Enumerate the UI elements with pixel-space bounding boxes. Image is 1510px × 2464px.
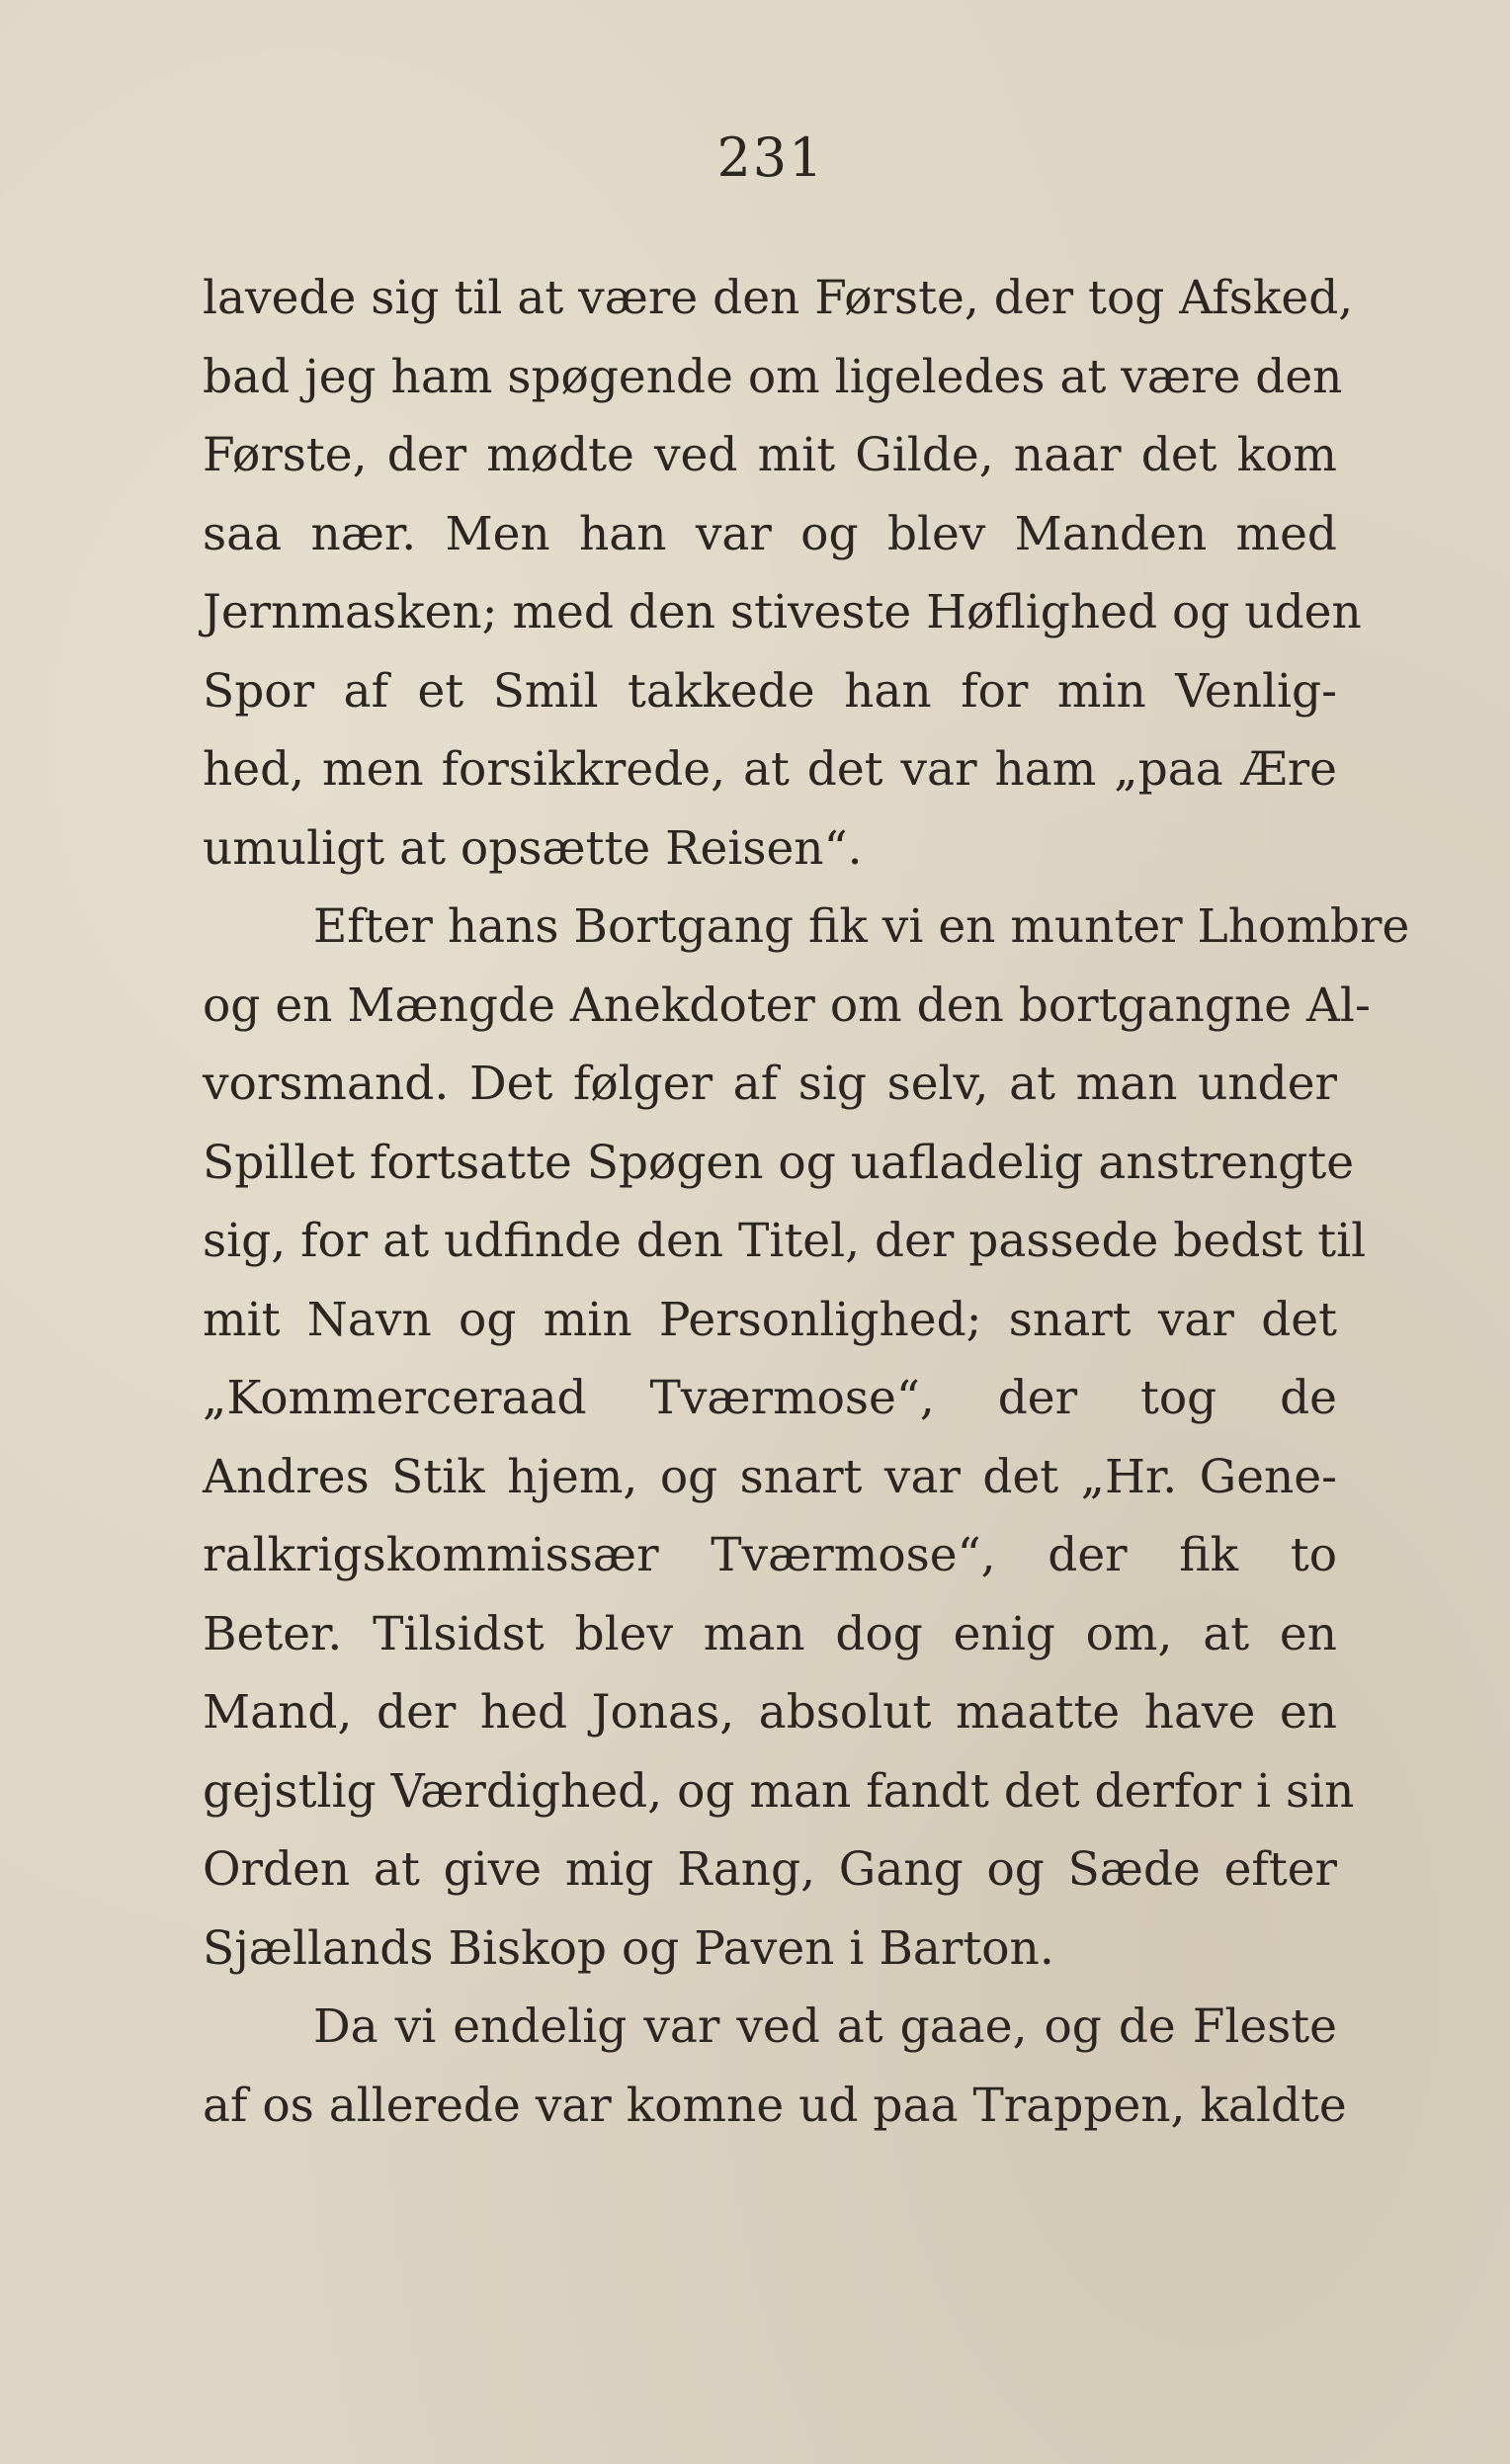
text-line: af os allerede var komne ud paa Trappen, kaldte (203, 2078, 1347, 2133)
text-line: vorsmand. Det følger af sig selv, at man under (203, 1057, 1337, 1111)
text-line: „Kommerceraad Tværmose“, der tog de (203, 1371, 1337, 1425)
text-line: Første, der mødte ved mit Gilde, naar det kom (203, 428, 1337, 482)
text-line: Mand, der hed Jonas, absolut maatte have en (203, 1685, 1337, 1740)
text-line: gejstlig Værdighed, og man fandt det derfor i sin (203, 1763, 1355, 1819)
text-line: umuligt at opsætte Reisen“. (203, 820, 863, 876)
text-line: mit Navn og min Personlighed; snart var det (203, 1292, 1337, 1347)
text-line: Beter. Tilsidst blev man dog enig om, at en (203, 1606, 1337, 1661)
text-line: Sjællands Biskop og Paven i Barton. (203, 1920, 1054, 1976)
text-line: Efter hans Bortgang fik vi en munter Lhombre (313, 899, 1410, 954)
text-line: ralkrigskommissær Tværmose“, der fik to (203, 1528, 1337, 1582)
body-text (203, 259, 1410, 2145)
text-line: Da vi endelig var ved at gaae, og de Fleste (313, 1999, 1337, 2054)
text-line: Andres Stik hjem, og snart var det „Hr. Gene- (203, 1449, 1337, 1504)
page-number: 231 (716, 127, 825, 189)
text-line: bad jeg ham spøgende om ligeledes at være den (203, 349, 1343, 404)
text-line: saa nær. Men han var og blev Manden med (203, 506, 1337, 561)
text-line: lavede sig til at være den Første, der tog Afsked, (203, 271, 1354, 325)
text-line: hed, men forsikkrede, at det var ham „paa Ære (203, 742, 1337, 797)
text-line: Jernmasken; med den stiveste Høflighed og uden (203, 585, 1362, 639)
text-line: Spillet fortsatte Spøgen og uafladelig anstrengte (203, 1135, 1355, 1190)
text-line: Orden at give mig Rang, Gang og Sæde efter (203, 1842, 1337, 1897)
text-line: og en Mængde Anekdoter om den bortgangne Al- (203, 977, 1371, 1033)
text-line: sig, for at udfinde den Titel, der passede bedst til (203, 1214, 1367, 1268)
text-line: Spor af et Smil takkede han for min Venlig- (203, 663, 1337, 719)
